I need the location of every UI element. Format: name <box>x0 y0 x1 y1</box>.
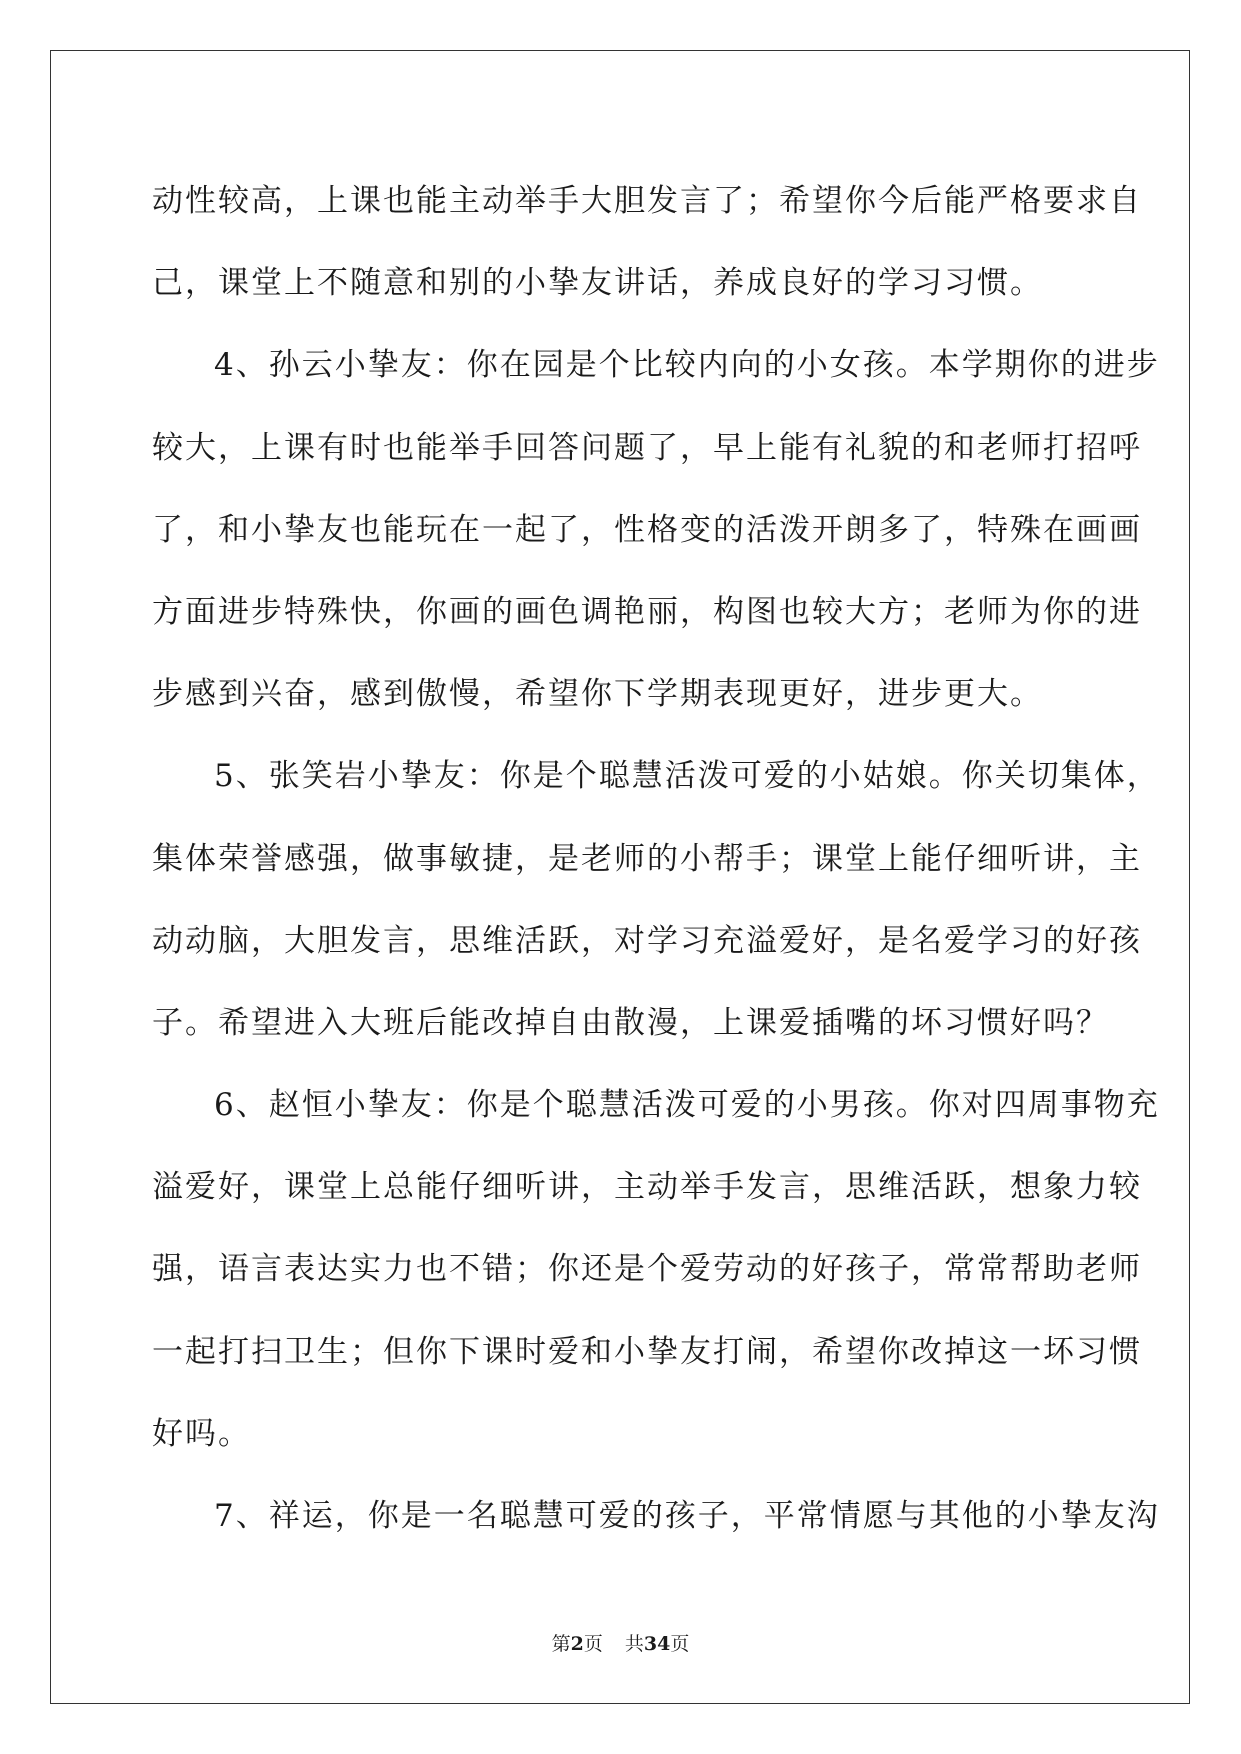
text-line: 好吗。 <box>152 1415 251 1452</box>
text-line: 动性较高，上课也能主动举手大胆发言了；希望你今后能严格要求自 <box>152 183 1142 219</box>
paragraph <box>152 1475 1160 1557</box>
text-line: 7、祥运，你是一名聪慧可爱的孩子，平常情愿与其他的小挚友沟 <box>214 1498 1160 1534</box>
text-line: 动动脑，大胆发言，思维活跃，对学习充溢爱好，是名爱学习的好孩 <box>152 922 1142 959</box>
text-line: 溢爱好，课堂上总能仔细听讲，主动举手发言，思维活跃，想象力较 <box>152 1169 1142 1206</box>
text-line: 强，语言表达实力也不错；你还是个爱劳动的好孩子，常常帮助老师 <box>152 1251 1142 1288</box>
text-line: 4、孙云小挚友：你在园是个比较内向的小女孩。本学期你的进步 <box>214 347 1160 384</box>
document-body <box>152 160 1160 1557</box>
total-prefix: 共 <box>624 1633 644 1655</box>
text-line: 6、赵恒小挚友：你是个聪慧活泼可爱的小男孩。你对四周事物充 <box>214 1087 1160 1124</box>
text-line: 己，课堂上不随意和别的小挚友讲话，养成良好的学习习惯。 <box>152 265 1043 302</box>
text-line: 一起打扫卫生；但你下课时爱和小挚友打闹，希望你改掉这一坏习惯 <box>152 1333 1142 1370</box>
text-line: 子。希望进入大班后能改掉自由散漫，上课爱插嘴的坏习惯好吗？ <box>152 1004 1109 1041</box>
text-line: 了，和小挚友也能玩在一起了，性格变的活泼开朗多了，特殊在画画 <box>152 511 1142 548</box>
text-line: 步感到兴奋，感到傲慢，希望你下学期表现更好，进步更大。 <box>152 676 1043 713</box>
text-line: 较大，上课有时也能举手回答问题了，早上能有礼貌的和老师打招呼 <box>152 429 1142 466</box>
page-prefix: 第 <box>551 1633 571 1655</box>
paragraph <box>152 1064 1160 1475</box>
total-suffix: 页 <box>670 1633 690 1655</box>
page-number: 2 <box>570 1633 584 1655</box>
paragraph <box>152 735 1160 1064</box>
page-suffix: 页 <box>583 1633 603 1655</box>
paragraph <box>152 160 1142 324</box>
text-line: 集体荣誉感强，做事敏捷，是老师的小帮手；课堂上能仔细听讲，主 <box>152 840 1142 877</box>
page-footer <box>0 1629 1241 1656</box>
text-line: 5、张笑岩小挚友：你是个聪慧活泼可爱的小姑娘。你关切集体， <box>214 758 1160 795</box>
text-line: 方面进步特殊快，你画的画色调艳丽，构图也较大方；老师为你的进 <box>152 593 1142 630</box>
total-pages: 34 <box>643 1633 671 1655</box>
paragraph <box>152 324 1160 735</box>
